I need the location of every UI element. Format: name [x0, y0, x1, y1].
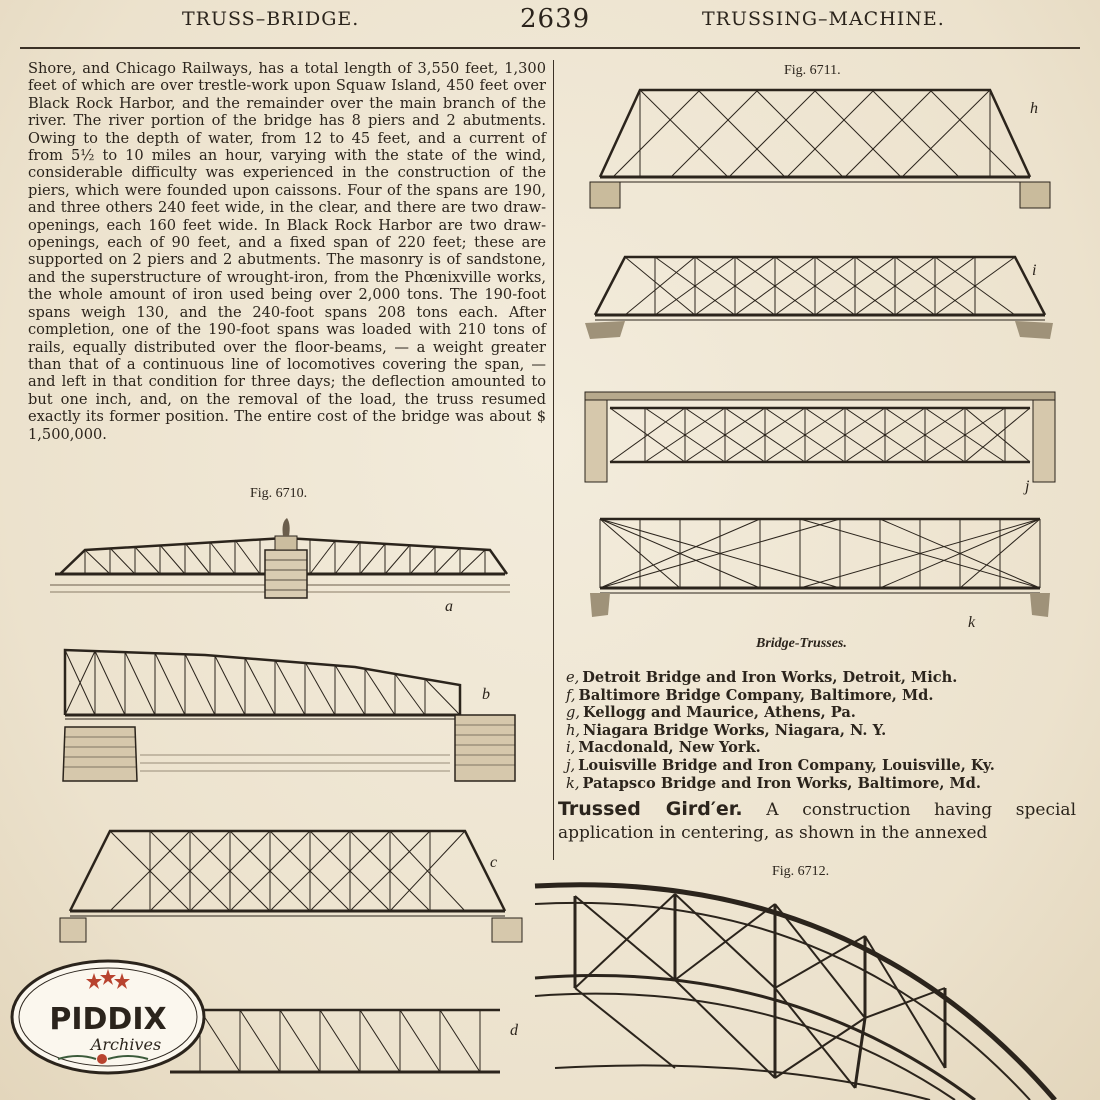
bridge-d-illustration: [170, 1002, 510, 1082]
manufacturer-list: [566, 669, 1086, 792]
bridge-j-letter: j: [1025, 478, 1030, 495]
list-item: k, Patapsco Bridge and Iron Works, Baltimore, Md.: [566, 774, 981, 792]
bridge-h-illustration: [580, 82, 1050, 212]
fig-6710-label: Fig. 6710.: [250, 486, 308, 501]
fig-6711-label: Fig. 6711.: [784, 63, 841, 78]
bridge-k-illustration: [590, 513, 1050, 623]
dictionary-entry: [558, 798, 1076, 845]
bridge-j-illustration: [585, 390, 1055, 485]
bridge-h-letter: h: [1030, 100, 1038, 117]
list-item: h, Niagara Bridge Works, Niagara, N. Y.: [566, 721, 887, 739]
page-number: 2639: [520, 4, 591, 34]
piddix-logo: [8, 955, 208, 1075]
bridge-c-letter: c: [490, 854, 498, 871]
bridge-a-letter: a: [445, 598, 453, 615]
logo-subtitle: Archives: [90, 1035, 162, 1054]
bridge-c-illustration: [60, 826, 520, 941]
list-item: f, Baltimore Bridge Company, Baltimore, Md.: [566, 686, 934, 704]
bridge-b-illustration: [55, 645, 525, 785]
bridge-i-letter: i: [1032, 262, 1037, 279]
list-item: e, Detroit Bridge and Iron Works, Detroit, Mich.: [566, 669, 958, 686]
list-item: i, Macdonald, New York.: [566, 739, 761, 757]
article-paragraph: [28, 60, 546, 443]
entry-definition: A construction having special application in centering, as shown in the annexed: [558, 800, 1077, 843]
list-item: g, Kellogg and Maurice, Athens, Pa.: [566, 704, 856, 722]
bridge-k-letter: k: [968, 614, 976, 631]
bridge-b-letter: b: [482, 686, 490, 703]
bridge-d-letter: d: [510, 1022, 518, 1039]
article-text: Shore, and Chicago Railways, has a total length of 3,550 feet, 1,300 feet of which are over trestle-work upon Squaw Island, 450 feet over Black Rock Harbor, and the remainder over the main branch of the river. The river portion of the bridge has 8 piers and 2 abutments. Owing to the depth of water, from 12 to 45 feet, and a current of from 5½ to 10 miles an hour, varying with the state of the wind, considerable difficulty was experienced in the construction of the piers, which were founded upon caissons. Four of the spans are 190, and three others 240 feet wide, in the clear, and there are two draw-openings, each 160 feet wide. In Black Rock Harbor are two draw-openings, each of 90 feet, and a fixed span of 220 feet; these are supported on 2 piers and 2 abutments. The masonry is of sandstone, and the superstructure of wrought-iron, from the Phœnixville works, the whole amount of iron used being over 2,000 tons. The 190-foot spans weigh 130, and the 240-foot spans 208 tons each. After completion, one of the 190-foot spans was loaded with 210 tons of rails, equally distributed over the floor-beams, — a weight greater than that of a continuous line of locomotives covering the span, — and left in that condition for three days; the deflection amounted to but one inch, and, on the removal of the load, the truss resumed exactly its former position. The entire cost of the bridge was about $ 1,500,000.: [28, 60, 546, 443]
fig-6712-label: Fig. 6712.: [772, 864, 830, 879]
entry-term: Trussed Gird′er.: [558, 798, 743, 820]
column-divider: [553, 60, 554, 860]
header-rule: [20, 47, 1080, 49]
running-header-left: TRUSS–BRIDGE.: [182, 8, 360, 30]
bridge-a-illustration: [45, 510, 515, 610]
logo-name: PIDDIX: [49, 1002, 167, 1037]
bridge-i-illustration: [585, 245, 1055, 345]
trussed-girder-illustration: [535, 878, 1100, 1100]
fig-6711-caption: Bridge-Trusses.: [756, 636, 847, 651]
list-item: j, Louisville Bridge and Iron Company, Louisville, Ky.: [566, 756, 995, 774]
running-header-right: TRUSSING–MACHINE.: [702, 8, 945, 30]
